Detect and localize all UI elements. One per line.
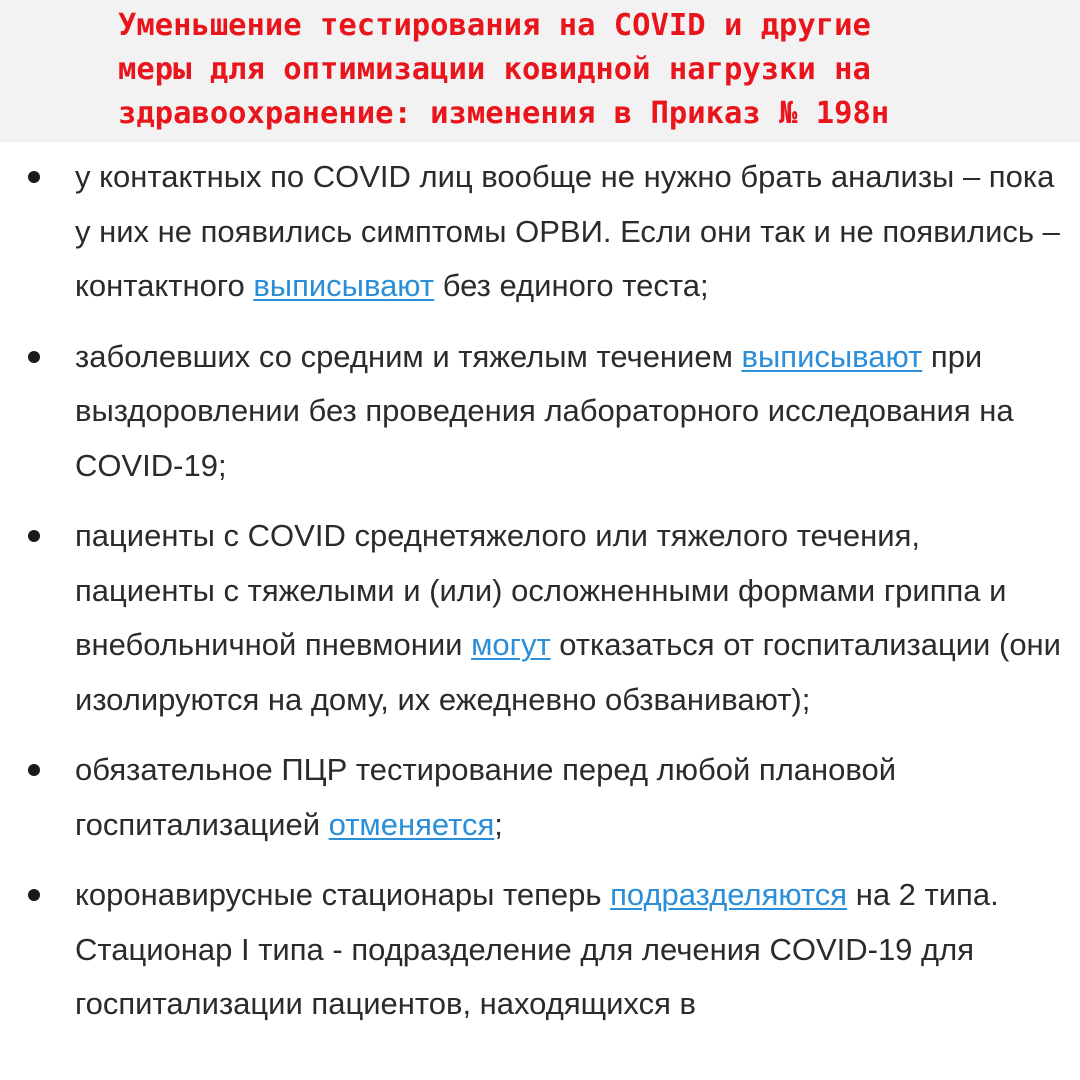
- list-item: [0, 743, 1080, 852]
- list-item-text: [75, 509, 1068, 727]
- text-before: заболевших со средним и тяжелым течением: [75, 338, 742, 374]
- title-line: меры для оптимизации ковидной нагрузки на: [118, 52, 871, 87]
- text-after: на 2 типа. Стационар I типа - подразделение для лечения COVID-19 для госпитализации пациентов, находящихся в: [75, 877, 999, 1021]
- bullet-icon: [28, 351, 40, 363]
- bullet-icon: [28, 530, 40, 542]
- title-line: здравоохранение: изменения в Приказ № 198н: [118, 96, 890, 131]
- discharge-link[interactable]: выписывают: [253, 268, 435, 303]
- list-item: [0, 509, 1080, 727]
- list-item-text: [75, 743, 1068, 852]
- text-after: ;: [494, 806, 503, 842]
- list-item: [0, 150, 1080, 314]
- text-before: у контактных по COVID лиц вообще не нужно брать анализы – пока у них не появились симптомы ОРВИ. Если они так и не появились – контактного: [75, 159, 1060, 303]
- header-banner: [0, 0, 1080, 142]
- title-line: Уменьшение тестирования на COVID и другие: [118, 8, 871, 43]
- text-after: без единого теста;: [434, 268, 709, 303]
- bullet-icon: [28, 171, 40, 183]
- list-item: [0, 330, 1080, 494]
- may-refuse-link[interactable]: могут: [471, 627, 551, 662]
- bullet-list: [0, 150, 1080, 1048]
- subdivided-link[interactable]: подразделяются: [610, 877, 848, 912]
- discharge-link[interactable]: выписывают: [741, 338, 923, 374]
- text-after: отказаться от госпитализации (они изолируются на дому, их ежедневно обзванивают);: [75, 627, 1061, 717]
- list-item-text: [75, 330, 1068, 494]
- text-after: при выздоровлении без проведения лабораторного исследования на COVID-19;: [75, 338, 1014, 483]
- cancelled-link[interactable]: отменяется: [328, 806, 495, 842]
- text-before: обязательное ПЦР тестирование перед любой плановой госпитализацией: [75, 752, 897, 842]
- list-item-text: [75, 150, 1068, 314]
- bullet-icon: [28, 764, 40, 776]
- list-item-text: [75, 868, 1068, 1032]
- text-before: пациенты с COVID среднетяжелого или тяжелого течения, пациенты с тяжелыми и (или) осложненными формами гриппа и внебольничной пневмонии: [75, 518, 1007, 662]
- text-before: коронавирусные стационары теперь: [75, 877, 611, 912]
- bullet-icon: [28, 889, 40, 901]
- list-item: [0, 868, 1080, 1032]
- page-title: [118, 4, 1018, 136]
